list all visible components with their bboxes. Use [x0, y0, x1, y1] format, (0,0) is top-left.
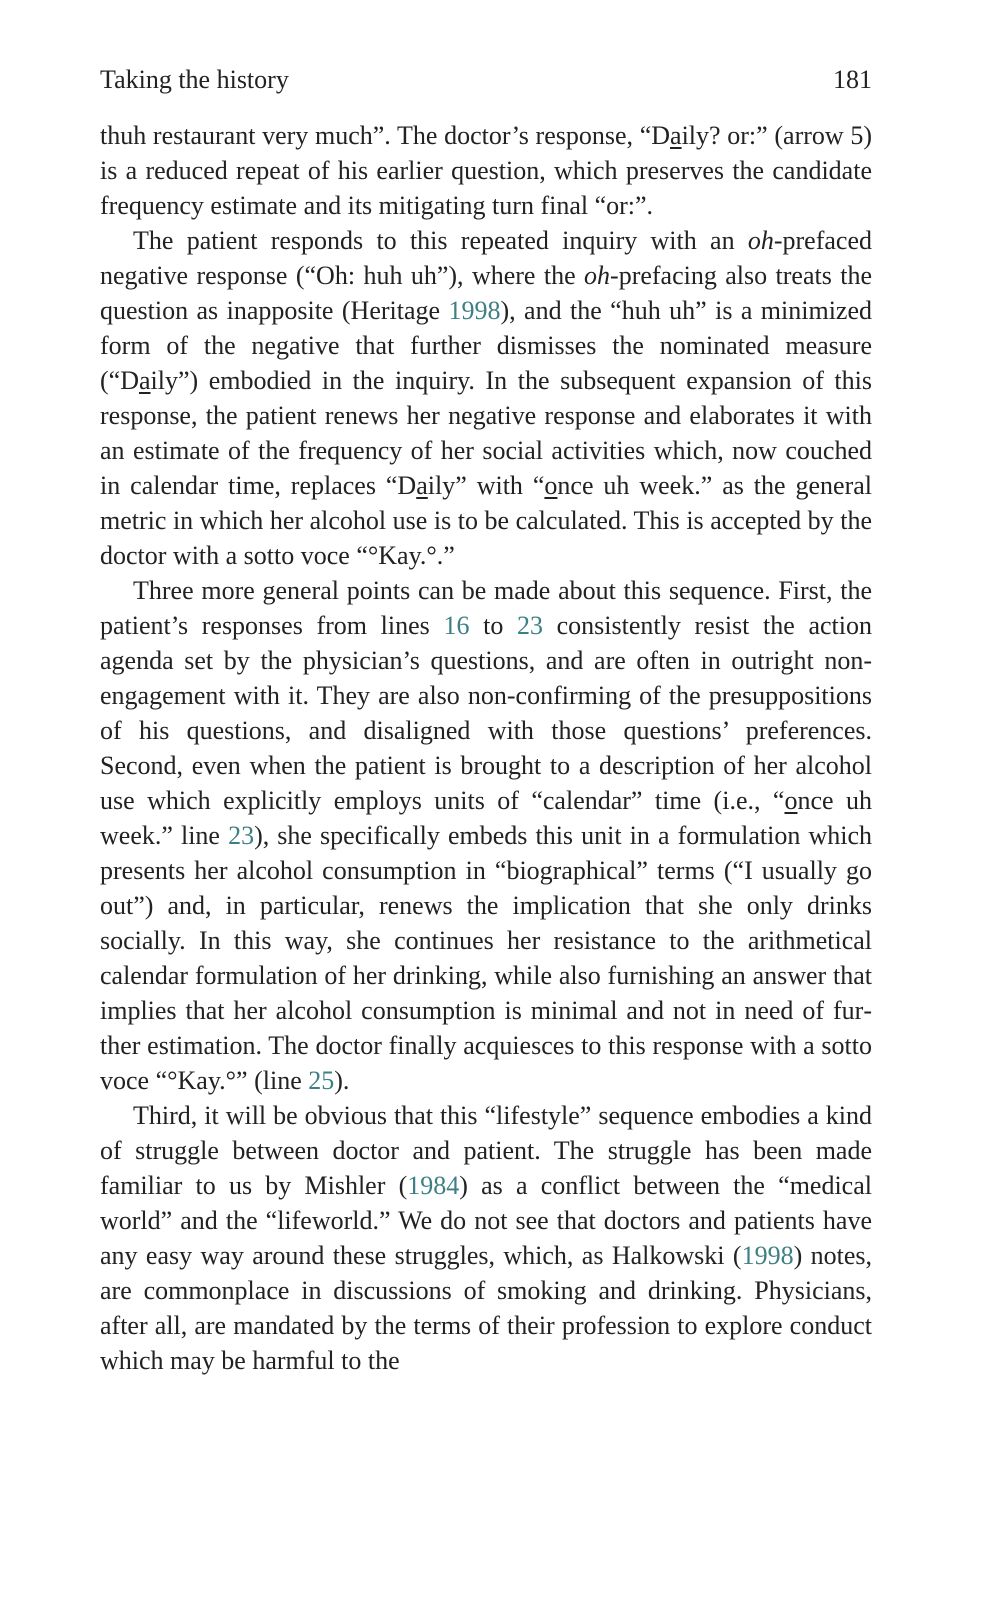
text-run: ).: [334, 1066, 350, 1095]
text-run: ) as a conflict between the “medical world” and the “lifeworld.” We do not see that doctors and patients have any easy way around these struggles, which, as Halkowski (: [100, 1171, 872, 1270]
page-number: 181: [833, 65, 872, 94]
text-run: ), she specifically embeds this unit in a formulation which presents her alcohol consumption in “biographical” terms (“I usually go out”) and, in particular, renews the implication that she only drinks socially. In this way, she continues her resistance to the arithmetical calendar formulation of her drinking, while also furnishing an answer that implies that her alcohol consumption is minimal and not in need of further estimation. The doctor finally acquiesces to this response with a sotto voce “°Kay.°” (line: [100, 821, 872, 1095]
book-page: [100, 62, 872, 1378]
text-run: ) notes, are commonplace in discussions of smoking and drinking. Physicians, after all, are mandated by the terms of their profession to explore conduct which may be harmful to the: [100, 1241, 872, 1375]
underlined-letter: a: [138, 366, 151, 395]
text-run: thuh restaurant very much”. The doctor’s response, “D: [100, 121, 671, 150]
citation-link[interactable]: 1998: [741, 1241, 794, 1270]
underlined-letter: a: [416, 471, 428, 500]
text-run: ily? or:” (arrow 5) is a reduced repeat of his earlier question, which preserves the candidate frequency estimate and its mitigating turn final “or:”.: [100, 121, 873, 220]
line-reference-link[interactable]: 23: [516, 611, 543, 640]
text-run: ), and the “huh uh” is a minimized form of the negative that further dismisses the nominated measure (“D: [100, 296, 873, 395]
text-run: ily” with “: [427, 471, 545, 500]
line-reference-link[interactable]: 16: [443, 611, 470, 640]
text-run: nce uh week.” line: [100, 786, 872, 850]
italic-term: oh: [584, 261, 611, 290]
text-run: to: [469, 611, 517, 640]
text-run: nce uh week.” as the general metric in which her alcohol use is to be calculated. This is accepted by the doctor with a sotto voce “°Kay.°.”: [100, 471, 873, 570]
paragraph-2: [100, 223, 872, 573]
text-run: Third, it will be obvious that this “lifestyle” sequence embodies a kind of struggle between doctor and patient. The struggle has been made familiar to us by Mishler (: [100, 1101, 872, 1200]
text-run: The patient responds to this repeated inquiry with an: [133, 226, 748, 255]
line-reference-link[interactable]: 23: [228, 821, 255, 850]
citation-link[interactable]: 1984: [407, 1171, 460, 1200]
text-run: -prefaced negative response (“Oh: huh uh”), where the: [100, 226, 872, 290]
text-run: consistently resist the action agenda set by the physician’s questions, and are often in outright non-engagement with it. They are also non-confirming of the presuppositions of his questions, and disaligned with those questions’ preferences. Second, even when the patient is brought to a description of her alcohol use which explicitly employs units of “calendar” time (i.e., “: [100, 611, 872, 815]
paragraph-4: [100, 1098, 872, 1378]
underlined-letter: o: [544, 471, 558, 500]
line-reference-link[interactable]: 25: [308, 1066, 335, 1095]
text-run: -prefacing also treats the question as inapposite (Heritage: [100, 261, 872, 325]
running-title: Taking the history: [100, 65, 289, 94]
running-head: [100, 62, 872, 98]
text-run: Three more general points can be made about this sequence. First, the patient’s responses from lines: [100, 576, 872, 640]
underlined-letter: o: [784, 786, 798, 815]
italic-term: oh: [747, 226, 774, 255]
paragraph-3: [100, 573, 872, 1098]
text-run: ily”) embodied in the inquiry. In the subsequent expansion of this response, the patient renews her negative response and elaborates it with an estimate of the frequency of her social activities which, now couched in calendar time, replaces “D: [100, 366, 872, 500]
paragraph-1: [100, 118, 872, 223]
underlined-letter: a: [670, 121, 682, 150]
body-text: [100, 118, 872, 1378]
citation-link[interactable]: 1998: [448, 296, 501, 325]
